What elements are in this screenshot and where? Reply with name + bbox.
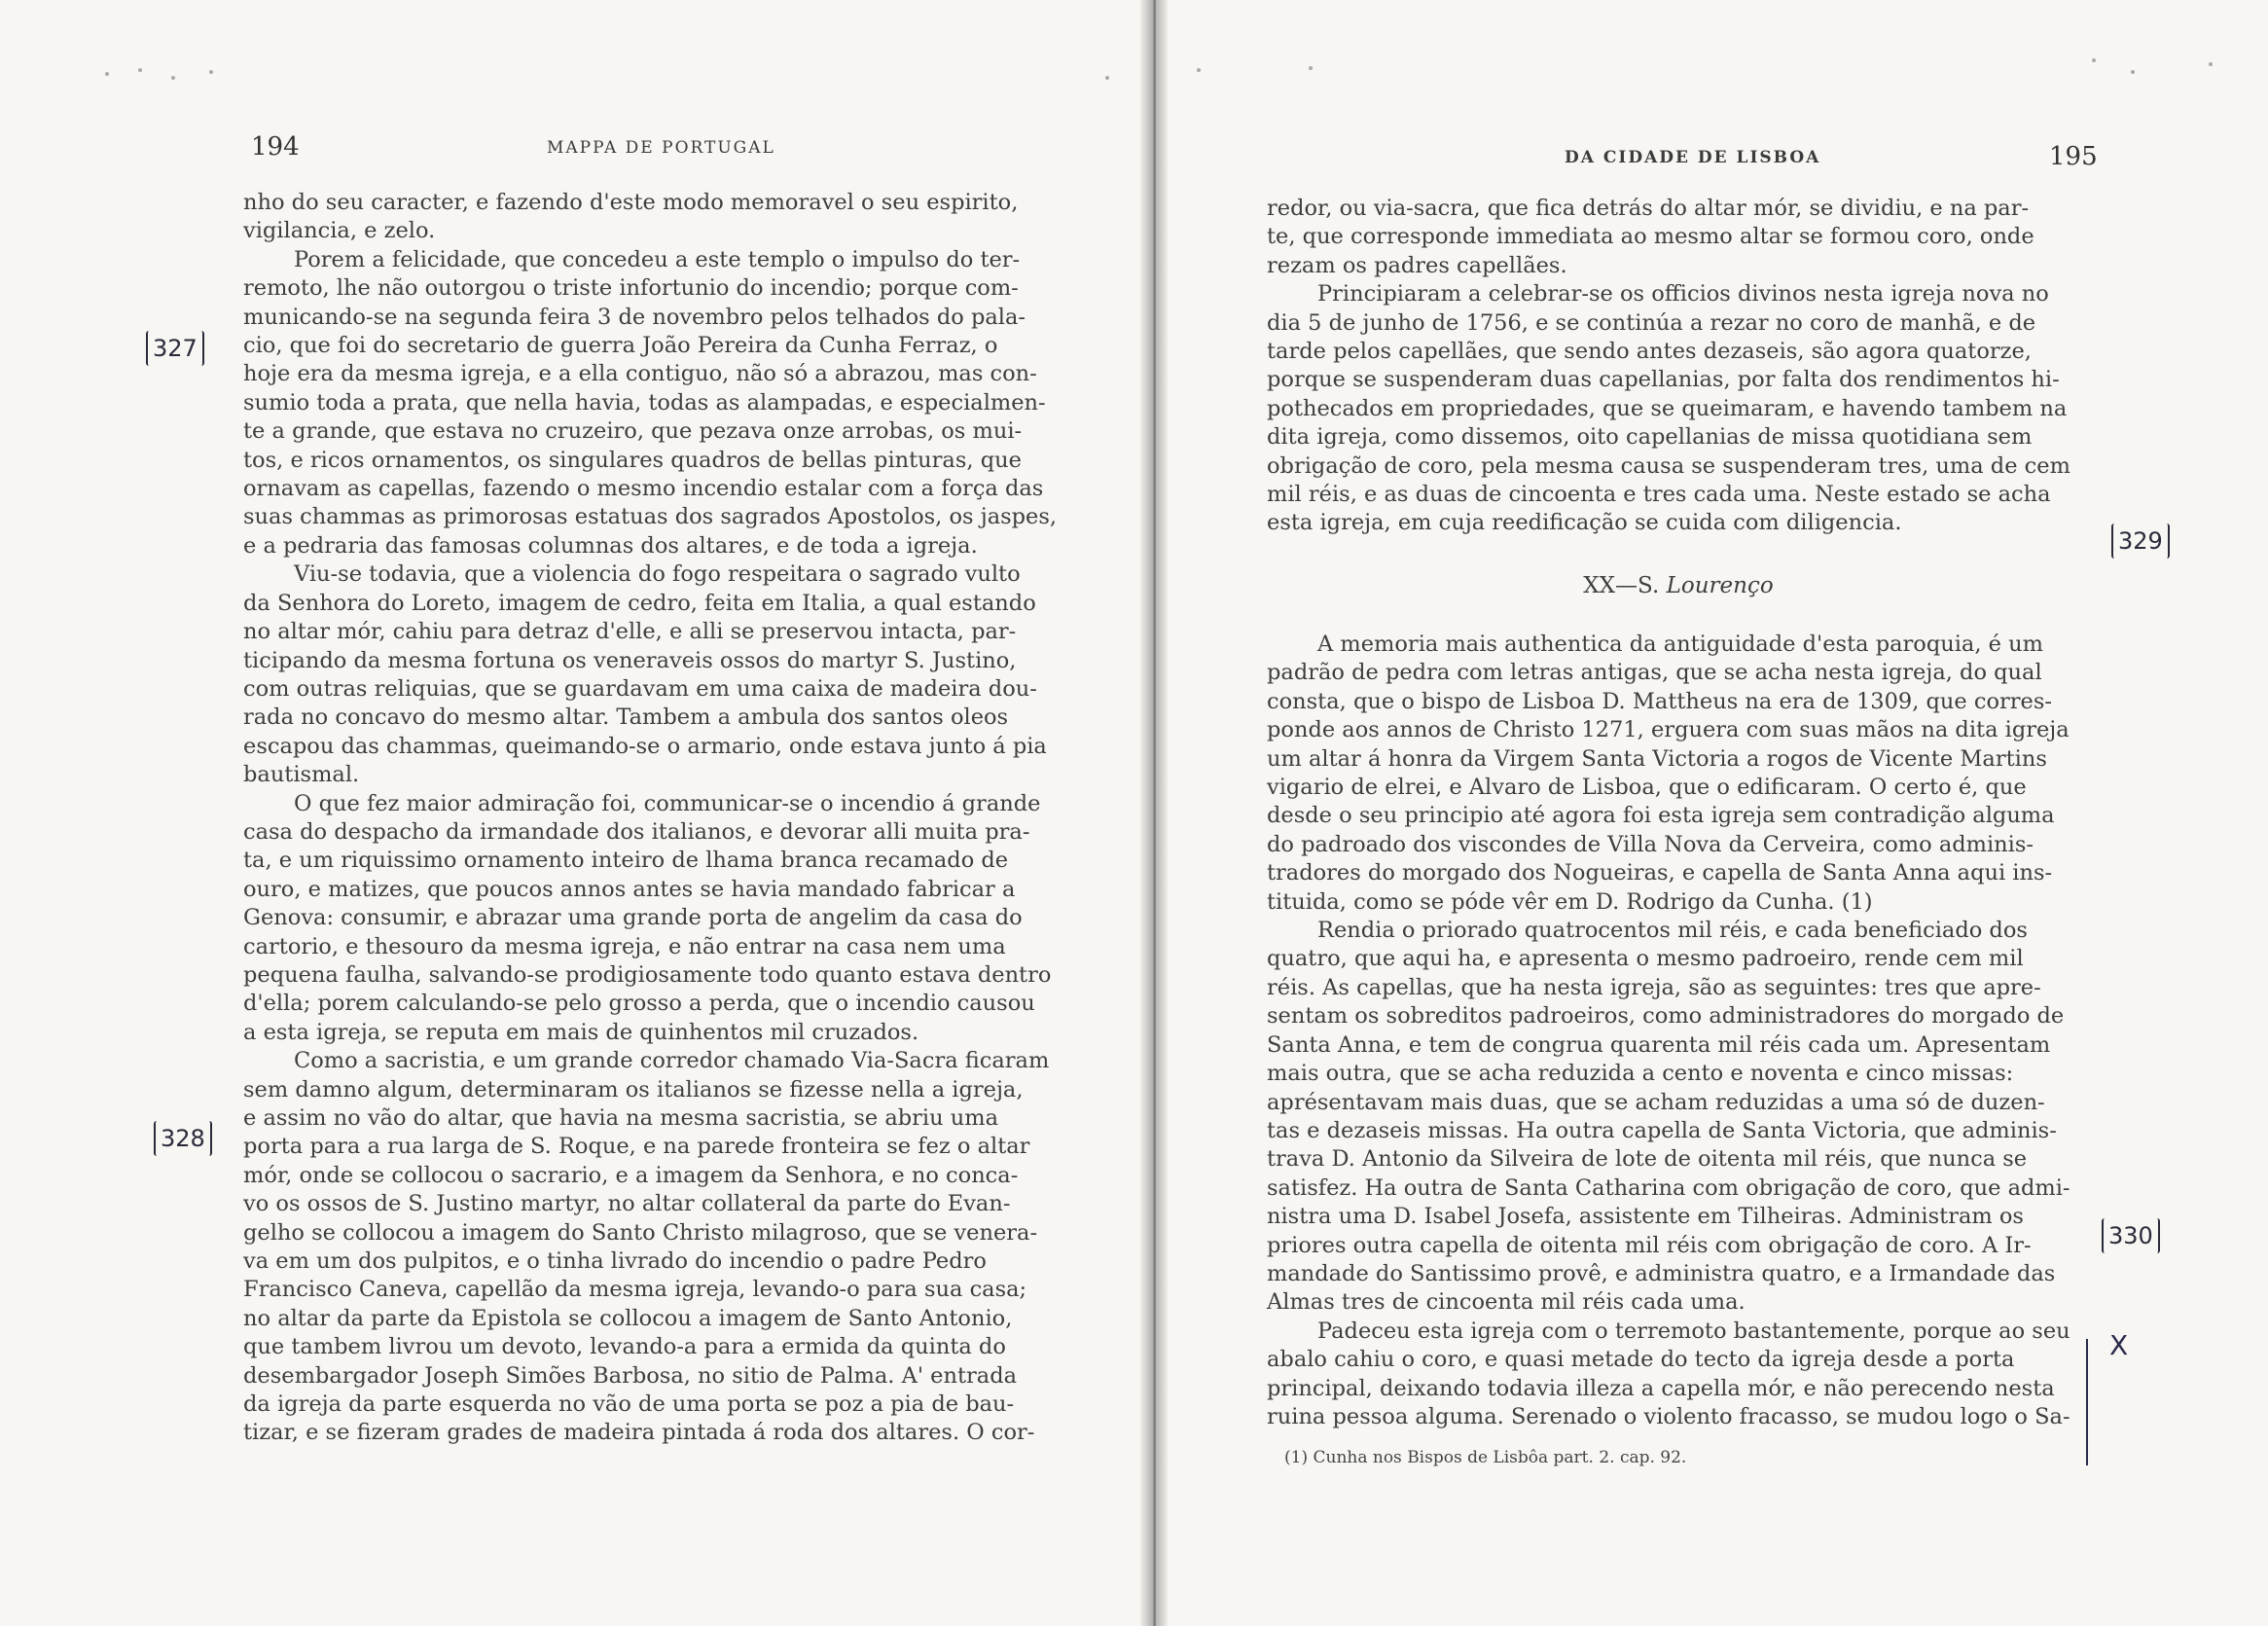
text-line: suas chammas as primorosas estatuas dos sagrados Apostolos, os jaspes, xyxy=(243,504,1058,530)
scan-speck xyxy=(171,76,175,80)
text-line: tradores do morgado dos Nogueiras, e capella de Santa Anna aqui ins- xyxy=(1267,860,2053,886)
text-line: quatro, que aqui ha, e apresenta o mesmo padroeiro, rende cem mil xyxy=(1267,946,2024,972)
text-line: casa do despacho da irmandade dos italianos, e devorar alli muita pra- xyxy=(243,818,1030,845)
text-line: mil réis, e as duas de cincoenta e tres cada uma. Neste estado se acha xyxy=(1267,482,2051,508)
text-line: nistra uma D. Isabel Josefa, assistente em Tilheiras. Administram os xyxy=(1267,1204,2024,1230)
text-line: ouro, e matizes, que poucos annos antes se havia mandado fabricar a xyxy=(243,876,1016,902)
left-body-text xyxy=(243,189,1066,1448)
scan-speck xyxy=(1105,76,1109,80)
text-line: nho do seu caracter, e fazendo d'este modo memoravel o seu espirito, xyxy=(243,190,1019,215)
text-line: rada no concavo do mesmo altar. Tambem a ambula dos santos oleos xyxy=(243,705,1009,731)
section-heading-block xyxy=(1267,557,2090,614)
text-line: Como a sacristia, e um grande corredor chamado Via-Sacra ficaram xyxy=(294,1048,1050,1074)
text-line: gelho se collocou a imagem do Santo Christo milagroso, que se venera- xyxy=(243,1219,1038,1246)
text-line: Almas tres de cincoenta mil réis cada uma. xyxy=(1267,1289,1746,1316)
running-head: MAPPA DE PORTUGAL xyxy=(547,138,775,158)
text-line: Porem a felicidade, que concedeu a este templo o impulso do ter- xyxy=(294,246,1021,272)
text-line: dia 5 de junho de 1756, e se continúa a rezar no coro de manhã, e de xyxy=(1267,309,2036,336)
text-line: ticipando da mesma fortuna os veneraveis ossos do martyr S. Justino, xyxy=(243,647,1017,673)
right-body-text-top xyxy=(1267,195,2090,538)
text-line: remoto, lhe não outorgou o triste infortunio do incendio; porque com- xyxy=(243,275,1019,302)
scan-speck xyxy=(105,72,109,76)
page-number: 194 xyxy=(251,132,300,162)
text-line: que tambem livrou um devoto, levando-a para a ermida da quinta do xyxy=(243,1334,1006,1360)
text-line: trava D. Antonio da Silveira de lote de oitenta mil réis, que nunca se xyxy=(1267,1146,2028,1173)
text-line: e a pedraria das famosas columnas dos altares, e de toda a igreja. xyxy=(243,532,978,559)
text-line: O que fez maior admiração foi, communicar-se o incendio á grande xyxy=(294,790,1041,816)
text-line: consta, que o bispo de Lisboa D. Mattheus na era de 1309, que corres- xyxy=(1267,688,2053,714)
section-number: XX—S. xyxy=(1583,573,1660,598)
right-body-text-bottom xyxy=(1267,631,2090,1431)
scan-speck xyxy=(2209,62,2213,66)
text-line: priores outra capella de oitenta mil réis com obrigação de coro. A Ir- xyxy=(1267,1232,2032,1258)
text-line: desde o seu principio até agora foi esta igreja sem contradição alguma xyxy=(1267,803,2055,829)
text-line: mór, onde se collocou o sacrario, e a imagem da Senhora, e no conca- xyxy=(243,1162,1019,1188)
text-line: a esta igreja, se reputa em mais de quinhentos mil cruzados. xyxy=(243,1019,919,1045)
text-line: no altar mór, cahiu para detraz d'elle, e alli se preservou intacta, par- xyxy=(243,619,1017,645)
text-line: porque se suspenderam duas capellanias, por falta dos rendimentos hi- xyxy=(1267,367,2060,393)
text-line: municando-se na segunda feira 3 de novembro pelos telhados do pala- xyxy=(243,304,1026,330)
margin-note-330: 330 xyxy=(2102,1218,2160,1253)
text-line: esta igreja, em cuja reedificação se cuida com diligencia. xyxy=(1267,510,1902,536)
text-line: com outras reliquias, que se guardavam em uma caixa de madeira dou- xyxy=(243,675,1037,702)
text-line: tizar, e se fizeram grades de madeira pintada á roda dos altares. O cor- xyxy=(243,1420,1035,1446)
text-line: um altar á honra da Virgem Santa Victoria a rogos de Vicente Martins xyxy=(1267,745,2047,772)
text-line: tituida, como se póde vêr em D. Rodrigo da Cunha. (1) xyxy=(1267,888,1873,915)
text-line: obrigação de coro, pela mesma causa se suspenderam tres, uma de cem xyxy=(1267,452,2070,479)
text-line: satisfez. Ha outra de Santa Catharina com obrigação de coro, que admi- xyxy=(1267,1174,2070,1201)
text-line: Francisco Caneva, capellão da mesma igreja, levando-o para sua casa; xyxy=(243,1277,1027,1303)
text-line: pequena faulha, salvando-se prodigiosamente todo quanto estava dentro xyxy=(243,961,1052,988)
text-line: cartorio, e thesouro da mesma igreja, e não entrar na casa nem uma xyxy=(243,933,1006,959)
text-line: Santa Anna, e tem de congrua quarenta mil réis cada um. Apresentam xyxy=(1267,1031,2051,1058)
handwritten-bracket-line xyxy=(2086,1339,2088,1465)
text-line: mandade do Santissimo provê, e administra quatro, e a Irmandade das xyxy=(1267,1260,2056,1286)
text-line: ponde aos annos de Christo 1271, erguera com suas mãos na dita igreja xyxy=(1267,717,2070,743)
text-line: mais outra, que se acha reduzida a cento e noventa e cinco missas: xyxy=(1267,1061,2014,1087)
margin-note-328: 328 xyxy=(154,1121,212,1156)
text-line: va em um dos pulpitos, e o tinha livrado do incendio o padre Pedro xyxy=(243,1248,987,1275)
text-line: Padeceu esta igreja com o terremoto bastantemente, porque ao seu xyxy=(1317,1318,2070,1344)
text-line: ta, e um riquissimo ornamento inteiro de lhama branca recamado de xyxy=(243,848,1009,874)
text-line: ornavam as capellas, fazendo o mesmo incendio estalar com a força das xyxy=(243,476,1044,502)
text-line: porta para a rua larga de S. Roque, e na parede fronteira se fez o altar xyxy=(243,1134,1030,1160)
text-line: A memoria mais authentica da antiguidade d'esta paroquia, é um xyxy=(1317,632,2043,657)
margin-note-329: 329 xyxy=(2111,524,2170,559)
text-line: escapou das chammas, queimando-se o armario, onde estava junto á pia xyxy=(243,733,1047,759)
text-line: tarde pelos capellães, que sendo antes dezaseis, são agora quatorze, xyxy=(1267,339,2032,365)
gutter-fold-line xyxy=(1154,0,1156,1626)
text-line: te a grande, que estava no cruzeiro, que pezava onze arrobas, os mui- xyxy=(243,418,1023,445)
text-line: sumio toda a prata, que nella havia, todas as alampadas, e especialmen- xyxy=(243,389,1046,416)
text-line: te, que corresponde immediata ao mesmo altar se formou coro, onde xyxy=(1267,224,2034,250)
text-line: cio, que foi do secretario de guerra João Pereira da Cunha Ferraz, o xyxy=(243,333,998,359)
page-number: 195 xyxy=(2049,142,2098,171)
text-line: sem damno algum, determinaram os italianos se fizesse nella a igreja, xyxy=(243,1076,1024,1102)
text-line: dita igreja, como dissemos, oito capellanias de missa quotidiana sem xyxy=(1267,424,2033,451)
text-line: desembargador Joseph Simões Barbosa, no sitio de Palma. A' entrada xyxy=(243,1362,1018,1389)
running-head: DA CIDADE DE LISBOA xyxy=(1565,148,1821,167)
footnote: (1) Cunha nos Bispos de Lisbôa part. 2. cap. 92. xyxy=(1284,1448,1687,1467)
text-line: Viu-se todavia, que a violencia do fogo respeitara o sagrado vulto xyxy=(294,561,1021,588)
text-line: da Senhora do Loreto, imagem de cedro, feita em Italia, a qual estando xyxy=(243,590,1036,616)
text-line: no altar da parte da Epistola se collocou a imagem de Santo Antonio, xyxy=(243,1305,1013,1331)
text-line: vigario de elrei, e Alvaro de Lisboa, que o edificaram. O certo é, que xyxy=(1267,775,2027,801)
section-heading xyxy=(1267,572,2090,600)
scan-speck xyxy=(1197,68,1201,72)
text-line: da igreja da parte esquerda no vão de uma porta se poz a pia de bau- xyxy=(243,1391,1015,1418)
text-line: sentam os sobreditos padroeiros, como administradores do morgado de xyxy=(1267,1003,2065,1030)
margin-note-327: 327 xyxy=(146,331,204,366)
scan-speck xyxy=(2131,70,2135,74)
handwritten-x-mark: X xyxy=(2109,1329,2129,1361)
text-line: principal, deixando todavia illeza a capella mór, e não perecendo nesta xyxy=(1267,1375,2055,1401)
text-line: vigilancia, e zelo. xyxy=(243,218,436,244)
text-line: do padroado dos viscondes de Villa Nova da Cerveira, como adminis- xyxy=(1267,831,2034,857)
text-line: Principiaram a celebrar-se os officios divinos nesta igreja nova no xyxy=(1317,281,2049,307)
text-line: bautismal. xyxy=(243,762,360,788)
text-line: d'ella; porem calculando-se pelo grosso a perda, que o incendio causou xyxy=(243,991,1035,1017)
text-line: ruina pessoa alguma. Serenado o violento fracasso, se mudou logo o Sa- xyxy=(1267,1403,2070,1429)
text-line: redor, ou via-sacra, que fica detrás do altar mór, se dividiu, e na par- xyxy=(1267,196,2030,221)
section-name: Lourenço xyxy=(1666,573,1774,598)
text-line: pothecados em propriedades, que se queimaram, e havendo tambem na xyxy=(1267,395,2068,421)
text-line: hoje era da mesma igreja, e a ella contiguo, não só a abrazou, mas con- xyxy=(243,361,1037,387)
text-line: abalo cahiu o coro, e quasi metade do tecto da igreja desde a porta xyxy=(1267,1347,2015,1373)
text-line: padrão de pedra com letras antigas, que se acha nesta igreja, do qual xyxy=(1267,660,2042,686)
scan-speck xyxy=(2092,58,2096,62)
text-line: rezam os padres capellães. xyxy=(1267,252,1567,278)
text-line: tos, e ricos ornamentos, os singulares quadros de bellas pinturas, que xyxy=(243,447,1022,473)
text-line: Rendia o priorado quatrocentos mil réis, e cada beneficiado dos xyxy=(1317,918,2028,944)
text-line: réis. As capellas, que ha nesta igreja, são as seguintes: tres que apre- xyxy=(1267,974,2041,1000)
text-line: Genova: consumir, e abrazar uma grande porta de angelim da casa do xyxy=(243,905,1023,931)
scan-speck xyxy=(138,68,142,72)
text-line: vo os ossos de S. Justino martyr, no altar collateral da parte do Evan- xyxy=(243,1191,1011,1217)
text-line: e assim no vão do altar, que havia na mesma sacristia, se abriu uma xyxy=(243,1105,999,1131)
scan-speck xyxy=(1309,66,1313,70)
scan-speck xyxy=(209,70,213,74)
text-line: aprésentavam mais duas, que se acham reduzidas a uma só de duzen- xyxy=(1267,1089,2045,1115)
text-line: tas e dezaseis missas. Ha outra capella de Santa Victoria, que adminis- xyxy=(1267,1117,2057,1143)
